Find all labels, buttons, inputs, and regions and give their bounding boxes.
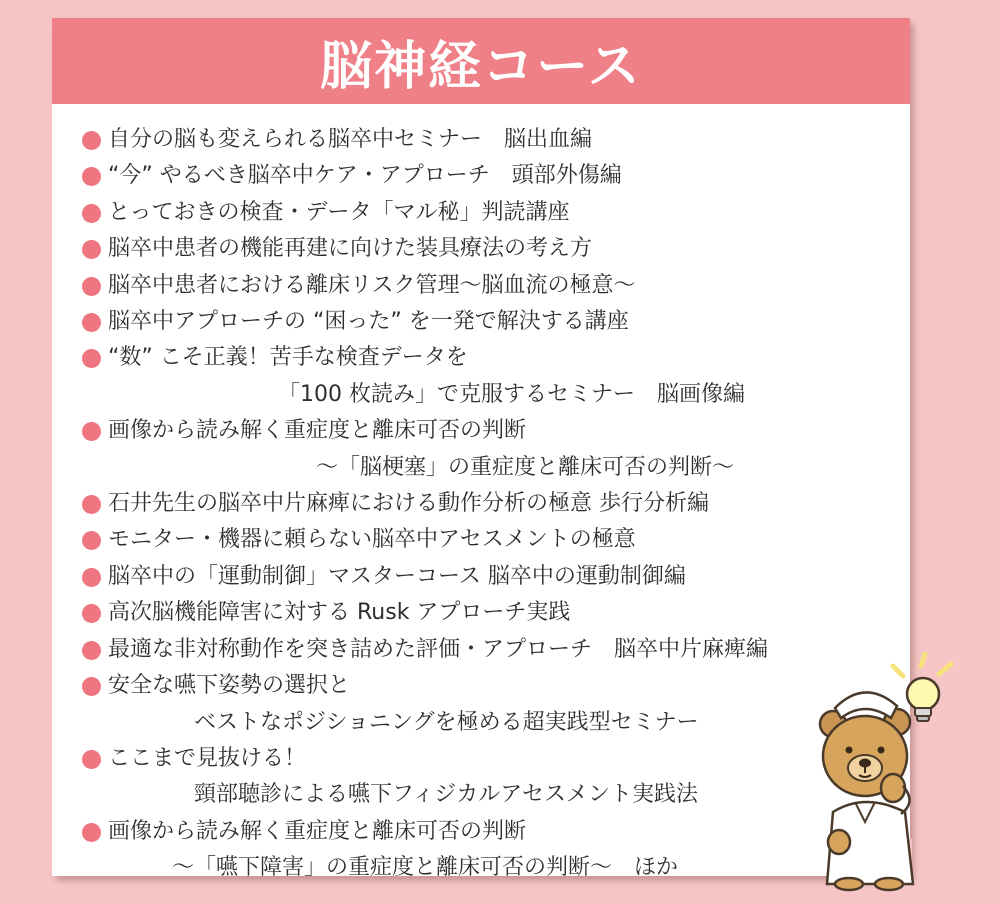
course-subtitle: 〜「嚥下障害」の重症度と離床可否の判断〜 ほか — [172, 855, 679, 881]
course-item — [80, 522, 768, 558]
bear-nurse-illustration — [805, 652, 965, 892]
course-item — [80, 268, 768, 304]
course-item — [80, 195, 768, 231]
bullet-icon — [82, 677, 101, 696]
page-title: 脳神経コース — [320, 36, 642, 97]
bullet-icon — [82, 167, 101, 186]
bullet-icon — [82, 131, 101, 150]
course-item — [80, 340, 768, 413]
course-title: 脳卒中患者の機能再建に向けた装具療法の考え方 — [108, 236, 593, 262]
course-item — [80, 559, 768, 595]
course-item — [80, 413, 768, 486]
course-item — [80, 486, 768, 522]
bullet-icon — [82, 313, 101, 332]
course-item — [80, 595, 768, 631]
course-title: ここまで見抜ける！ — [108, 745, 307, 771]
bullet-icon — [82, 495, 101, 514]
course-title: 画像から読み解く重症度と離床可否の判断 — [108, 818, 527, 844]
course-card — [52, 18, 910, 881]
course-title: とっておきの検査・データ「マル秘」判読講座 — [108, 199, 570, 225]
course-list — [80, 122, 768, 887]
course-title: 自分の脳も変えられる脳卒中セミナー 脳出血編 — [108, 127, 593, 152]
bullet-icon — [82, 641, 101, 660]
course-title: “数” こそ正義！苦手な検査データを — [108, 345, 468, 371]
bullet-icon — [82, 204, 101, 223]
course-subtitle: 「100 枚読み」で克服するセミナー 脳画像編 — [278, 381, 745, 407]
course-subtitle: ベストなポジショニングを極める超実践型セミナー — [194, 709, 699, 735]
course-title: 安全な嚥下姿勢の選択と — [108, 673, 351, 699]
course-item — [80, 231, 768, 267]
bullet-icon — [82, 422, 101, 441]
bullet-icon — [82, 349, 101, 368]
course-title: 最適な非対称動作を突き詰めた評価・アプローチ 脳卒中片麻痺編 — [108, 636, 769, 662]
course-item — [80, 158, 768, 194]
bullet-icon — [82, 750, 101, 769]
course-title: 画像から読み解く重症度と離床可否の判断 — [108, 418, 527, 444]
course-subtitle: 〜「脳梗塞」の重症度と離床可否の判断〜 — [316, 454, 735, 480]
course-item — [80, 122, 768, 158]
course-title: 脳卒中患者における離床リスク管理〜脳血流の極意〜 — [108, 272, 636, 298]
bullet-icon — [82, 531, 101, 550]
course-item — [80, 814, 768, 887]
course-item — [80, 668, 768, 741]
course-title: 石井先生の脳卒中片麻痺における動作分析の極意 歩行分析編 — [108, 491, 709, 517]
bullet-icon — [82, 604, 101, 623]
course-title: 脳卒中アプローチの “困った” を一発で解決する講座 — [108, 309, 629, 335]
course-subtitle: 頸部聴診による嚥下フィジカルアセスメント実践法 — [194, 782, 699, 808]
course-item — [80, 304, 768, 340]
course-item — [80, 741, 768, 814]
bullet-icon — [82, 823, 101, 842]
course-title: 高次脳機能障害に対する Rusk アプローチ実践 — [108, 600, 571, 626]
bullet-icon — [82, 277, 101, 296]
bullet-icon — [82, 240, 101, 259]
course-title: モニター・機器に頼らない脳卒中アセスメントの極意 — [108, 527, 636, 553]
title-banner — [52, 18, 910, 104]
bullet-icon — [82, 568, 101, 587]
course-title: “今” やるべき脳卒中ケア・アプローチ 頭部外傷編 — [108, 163, 622, 189]
course-item — [80, 632, 768, 668]
course-title: 脳卒中の「運動制御」マスターコース 脳卒中の運動制御編 — [108, 563, 686, 589]
